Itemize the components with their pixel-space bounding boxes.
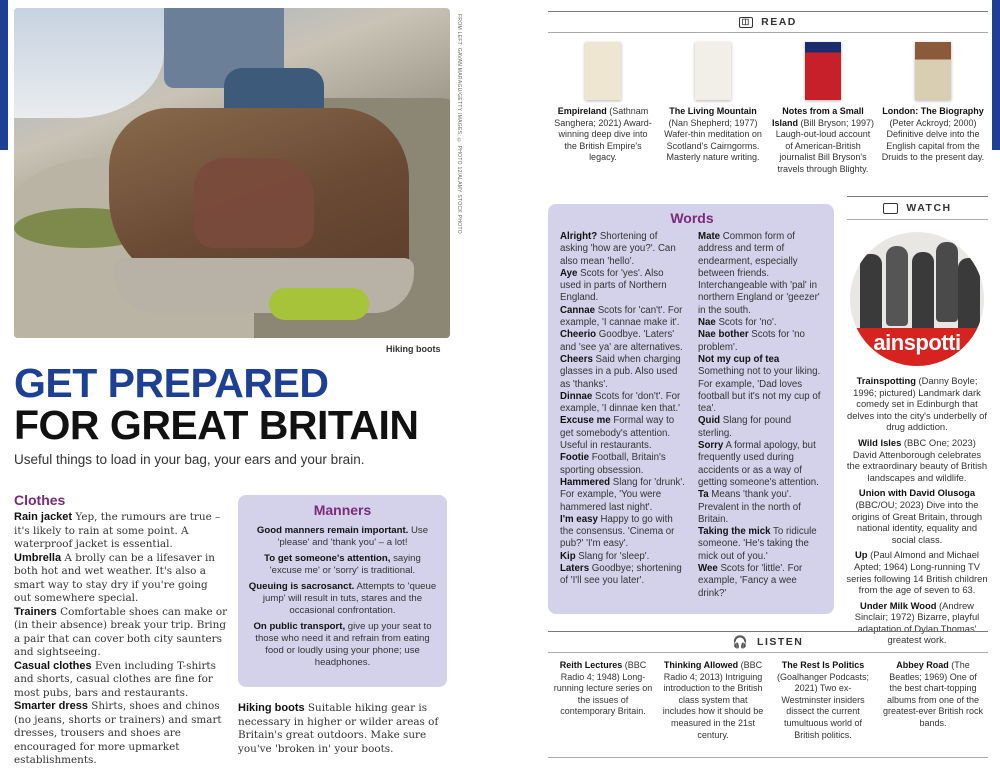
words-column-1	[560, 231, 686, 600]
word-def: Scots for 'don't'. For example, 'I dinnae ken that.'	[560, 390, 681, 415]
manners-term: On public transport,	[253, 621, 346, 632]
word-def: Formal way to get somebody's attention. Useful in restaurants.	[560, 415, 675, 452]
watch-text: (Danny Boyle; 1996; pictured) Landmark dark comedy set in Edinburgh that delves into the city's underbelly of drug addiction.	[847, 375, 987, 433]
clothes-section	[14, 492, 228, 768]
book-cover	[695, 42, 731, 100]
manners-term: Queuing is sacrosanct.	[248, 581, 355, 592]
watch-item	[846, 487, 988, 545]
word-term: Quid	[698, 415, 721, 427]
word-entry	[698, 526, 824, 563]
book-title: Empireland	[557, 106, 607, 116]
word-entry	[698, 415, 824, 440]
word-entry	[698, 317, 824, 329]
listen-item	[768, 660, 878, 741]
manners-term: To get someone's attention,	[264, 553, 391, 564]
clothes-text: Shirts, shoes and chinos (no jeans, shorts or trainers) and smart dresses, trousers and shoes are encouraged for more upmarket establishments.	[14, 700, 222, 766]
word-def: To ridicule someone. 'He's taking the mick out of you.'	[698, 526, 817, 562]
manners-item	[248, 553, 437, 577]
word-entry	[560, 563, 686, 588]
word-term: Hammered	[560, 476, 611, 488]
book-item	[548, 42, 658, 175]
manners-term: Good manners remain important.	[256, 525, 409, 536]
word-def: Scots for 'can't'. For example, 'I cannae make it'.	[560, 304, 683, 329]
photo-credit: FROM LEFT: GAVAN MARAGU/GETTY IMAGES; © PHOTO 12/ALAMY STOCK PHOTO	[456, 14, 462, 234]
word-def: Something not to your liking. For example, 'Dad loves football but it's not my cup of tea'.	[698, 366, 821, 415]
clothes-text: Even including T-shirts and shorts, casual clothes are fine for most pubs, bars and restaurants.	[14, 659, 216, 699]
word-def: Scots for 'little'. For example, 'Fancy a wee drink?'	[698, 563, 803, 599]
word-term: Mate	[698, 231, 721, 242]
clothes-item	[14, 606, 228, 660]
trainspotting-poster	[850, 232, 984, 366]
watch-heading: WATCH	[906, 202, 952, 214]
word-term: Taking the mick	[698, 526, 771, 538]
left-page	[0, 0, 470, 770]
watch-list	[846, 375, 988, 650]
word-term: Wee	[698, 563, 718, 575]
manners-text: saying 'excuse me' or 'sorry' is traditional.	[269, 553, 421, 576]
photo-caption: Hiking boots	[386, 344, 441, 354]
book-cover	[585, 42, 621, 100]
book-text: (Nan Shepherd; 1977) Wafer-thin meditation on Scotland's Cairngorms. Masterly nature writing.	[664, 117, 762, 162]
word-entry	[560, 551, 686, 563]
book-title: Notes from a Small Island	[771, 106, 864, 128]
listen-header	[548, 631, 988, 653]
right-edge-tab	[992, 0, 1000, 150]
watch-title: Trainspotting	[856, 375, 916, 386]
watch-text: (Paul Almond and Michael Apted; 1964) Long-running TV series following 14 British children from the age of seven to 63.	[846, 549, 988, 596]
word-def: Goodbye; shortening of 'I'll see you later'.	[560, 563, 682, 587]
watch-title: Under Milk Wood	[860, 599, 937, 611]
words-column-2	[698, 231, 824, 600]
word-def: Happy to go with the consensus. 'Cinema or pub?' 'I'm easy'.	[560, 513, 675, 550]
word-term: Nae bother	[698, 329, 749, 341]
word-def: Common form of address and term of endearment, especially between friends. Interchangeable with 'pal' in northern England or 'geezer' in the south.	[698, 231, 820, 316]
word-term: Laters	[560, 563, 590, 575]
book-text: (Peter Ackroyd; 2000) Definitive delve into the English capital from the Druids to the present day.	[881, 117, 985, 162]
hiking-boots-entry	[238, 702, 450, 756]
word-entry	[698, 231, 824, 317]
manners-item	[248, 525, 437, 549]
watch-item	[846, 549, 988, 595]
word-term: Excuse me	[560, 415, 611, 427]
listen-title: Thinking Allowed	[663, 660, 739, 670]
word-def: Scots for 'yes'. Also used in parts of Northern England.	[560, 267, 667, 304]
open-book-icon: ◫	[739, 17, 753, 28]
book-text: (Sathnam Sanghera; 2021) Award-winning deep dive into the British Empire's legacy.	[554, 106, 652, 162]
listen-heading: LISTEN	[757, 636, 804, 648]
clothes-item	[14, 552, 228, 606]
word-entry	[698, 354, 824, 415]
word-def: Scots for 'no'.	[715, 317, 777, 329]
book-item	[878, 42, 988, 175]
word-entry	[560, 268, 686, 305]
clothes-term: Trainers	[14, 605, 57, 618]
book-title: London: The Biography	[882, 106, 984, 116]
clothes-text: Yep, the rumours are true – it's likely to rain at some point. A waterproof jacket is essential.	[14, 511, 221, 550]
word-def: Football, Britain's sporting obsession.	[560, 452, 666, 476]
listen-title: Abbey Road	[896, 660, 949, 670]
words-heading: Words	[670, 210, 714, 226]
watch-text: (BBC One; 2023) David Attenborough celebrates the extraordinary beauty of British landscapes and wildlife.	[846, 436, 988, 483]
listen-text: (BBC Radio 4; 1948) Long-running lecture series on the issues of contemporary Britain.	[553, 660, 653, 717]
watch-title: Wild Isles	[858, 436, 902, 448]
word-term: Footie	[560, 452, 590, 464]
watch-title: Up	[854, 549, 868, 561]
listen-item	[548, 660, 658, 741]
right-page	[548, 0, 988, 770]
word-def: Goodbye. 'Laters' and 'see ya' are alternatives.	[560, 329, 683, 353]
book-cover	[805, 42, 841, 100]
word-term: Kip	[560, 550, 576, 562]
listen-text: (Goalhanger Podcasts; 2021) Two ex-Westminster insiders dissect the current tumultuous world of British politics.	[776, 671, 870, 740]
word-term: Sorry	[698, 440, 724, 452]
clothes-text: Comfortable shoes can make or (in their absence) break your trip. Bring a pair that can cover both city saunters and sightseeing.	[14, 605, 228, 658]
manners-text: Use 'please' and 'thank you' – a lot!	[277, 525, 429, 548]
page-subtitle: Useful things to load in your bag, your ears and your brain.	[14, 452, 365, 467]
clothes-item	[14, 700, 228, 768]
word-entry	[698, 329, 824, 354]
word-entry	[560, 477, 686, 514]
watch-item	[846, 375, 988, 433]
clothes-term: Smarter dress	[14, 700, 88, 712]
word-def: Said when charging glasses in a pub. Also used as 'thanks'.	[560, 353, 681, 390]
listen-text: (BBC Radio 4; 2013) Intriguing introduction to the British class system that includes how it should be measured in the 21st century.	[662, 660, 764, 740]
read-header	[548, 11, 988, 33]
hiking-text: Suitable hiking gear is necessary in higher or wilder areas of Britain's great outdoors. Make sure you've 'broken in' your boots.	[238, 702, 439, 755]
listen-item	[878, 660, 988, 741]
listen-text: (The Beatles; 1969) One of the best chart-topping albums from one of the greatest-ever British rock bands.	[882, 660, 984, 728]
book-item	[768, 42, 878, 175]
book-text: (Bill Bryson; 1997) Laugh-out-loud account of American-British journalist Bill Bryson's travels through Blighty.	[775, 117, 875, 174]
manners-text: Attempts to 'queue jump' will result in tuts, stares and the occasional confrontation.	[262, 581, 437, 616]
watch-text: (BBC/OU; 2023) Dive into the origins of Great Britain, through national identity, equality and social class.	[851, 498, 983, 545]
manners-box	[238, 495, 447, 687]
word-entry	[698, 440, 824, 489]
clothes-item	[14, 511, 228, 552]
word-entry	[698, 489, 824, 526]
book-cover	[915, 42, 951, 100]
word-def: Slang for pound sterling.	[698, 415, 792, 439]
watch-header	[847, 196, 988, 220]
manners-heading: Manners	[313, 502, 372, 518]
word-term: Aye	[560, 267, 578, 279]
clothes-heading: Clothes	[14, 492, 66, 508]
manners-item	[248, 581, 437, 617]
listen-list	[548, 660, 988, 741]
word-term: Ta	[698, 489, 709, 501]
word-term: Not my cup of tea	[698, 353, 780, 365]
word-def: Shortening of asking 'how are you?'. Can also mean 'hello'.	[560, 231, 676, 267]
headphones-icon: 🎧	[732, 635, 750, 649]
word-def: A formal apology, but frequently used during accidents or as a way of getting someone's attention.	[698, 440, 819, 488]
clothes-term: Umbrella	[14, 551, 62, 564]
hiking-boot-photo	[14, 8, 450, 338]
listen-title: The Rest Is Politics	[781, 660, 865, 670]
tv-icon	[883, 203, 898, 214]
word-entry	[560, 231, 686, 268]
page-title-line1: GET PREPARED	[14, 360, 329, 406]
word-term: Nae	[698, 317, 716, 329]
word-entry	[560, 514, 686, 551]
book-item	[658, 42, 768, 175]
word-entry	[560, 452, 686, 477]
clothes-term: Rain jacket	[14, 511, 73, 523]
bottom-rule	[548, 757, 988, 758]
manners-text: give up your seat to those who need it and refrain from eating food or loudly using your phone; use headphones.	[255, 621, 432, 668]
word-entry	[560, 354, 686, 391]
word-term: I'm easy	[560, 513, 598, 525]
watch-title: Union with David Olusoga	[858, 487, 976, 499]
word-entry	[698, 563, 824, 600]
word-entry	[560, 329, 686, 354]
word-def: Scots for 'no problem'.	[698, 329, 805, 353]
clothes-text: A brolly can be a lifesaver in both hot and wet weather. It's also a smart way to stay dry if you're going out somewhere special.	[14, 551, 215, 604]
word-term: Cheers	[560, 353, 593, 365]
word-term: Alright?	[560, 231, 598, 242]
poster-title: ainspotti	[850, 328, 984, 366]
word-def: Slang for 'drunk'. For example, 'You were hammered last night'.	[560, 476, 685, 513]
clothes-item	[14, 660, 228, 701]
word-def: Means 'thank you'. Prevalent in the north of Britain.	[698, 489, 801, 525]
word-entry	[560, 391, 686, 416]
word-term: Cheerio	[560, 329, 597, 341]
book-title: The Living Mountain	[669, 106, 757, 116]
word-term: Dinnae	[560, 390, 593, 402]
word-entry	[560, 415, 686, 452]
read-heading: READ	[761, 16, 797, 28]
listen-title: Reith Lectures	[559, 660, 623, 670]
hiking-term: Hiking boots	[238, 702, 305, 714]
clothes-term: Casual clothes	[14, 659, 92, 672]
words-box	[548, 204, 834, 614]
manners-item	[248, 621, 437, 669]
watch-text: (Andrew Sinclair; 1972) Bizarre, playful adaptation of Dylan Thomas' greatest work.	[854, 599, 980, 646]
word-entry	[560, 305, 686, 330]
page-title-line2: FOR GREAT BRITAIN	[14, 402, 419, 448]
watch-item	[846, 437, 988, 483]
listen-item	[658, 660, 768, 741]
word-term: Cannae	[560, 304, 595, 316]
word-def: Slang for 'sleep'.	[575, 550, 650, 562]
book-list	[548, 42, 988, 175]
